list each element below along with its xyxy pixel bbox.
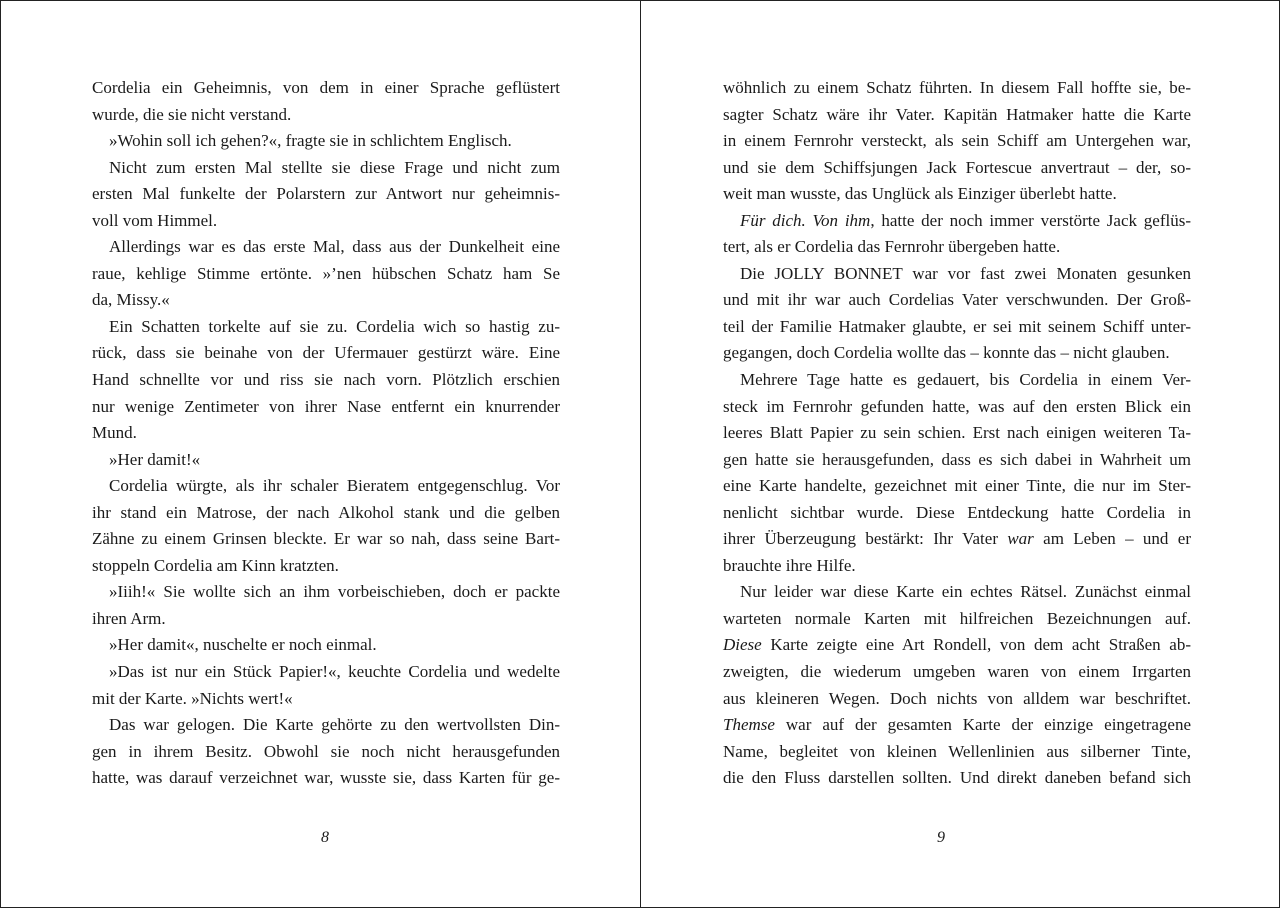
text-line: Nur leider war diese Karte ein echtes Rätsel. Zunächst einmal (740, 582, 1191, 602)
text-line (723, 208, 1191, 235)
text-line: ersten Mal funkelte der Polarstern zur Antwort nur geheimnis- (92, 184, 560, 204)
text-line: Mehrere Tage hatte es gedauert, bis Cordelia in einem Ver- (740, 370, 1191, 390)
text-line: »Iiih!« Sie wollte sich an ihm vorbeischieben, doch er packte (109, 582, 560, 602)
text-line: leeres Blatt Papier zu sein schien. Erst nach einigen weiteren Ta- (723, 423, 1191, 443)
text-span: ihrer Überzeugung bestärkt: Ihr Vater (723, 529, 1008, 549)
text-line: gen hatte sie herausgefunden, dass es sich dabei in Wahrheit um (723, 449, 1191, 469)
text-line: Nicht zum ersten Mal stellte sie diese Frage und nicht zum (109, 157, 560, 177)
text-line (723, 712, 1191, 739)
text-line: da, Missy.« (92, 290, 170, 310)
text-line: gegangen, doch Cordelia wollte das – konnte das – nicht glauben. (723, 343, 1170, 363)
text-line: Die JOLLY BONNET war vor fast zwei Monaten gesunken (740, 263, 1191, 283)
text-line: nenlicht sichtbar wurde. Diese Entdeckung hatte Cordelia in (723, 502, 1191, 522)
text-line: aus kleineren Wegen. Doch nichts von alldem war beschriftet. (723, 688, 1191, 708)
text-line: wurde, die sie nicht verstand. (92, 104, 292, 124)
text-line: die den Fluss darstellen sollten. Und direkt daneben befand sich (723, 768, 1191, 788)
text-line: Mund. (92, 423, 137, 443)
text-span: war auf der gesamten Karte der einzige eingetragene (774, 715, 1191, 735)
text-line: Cordelia würgte, als ihr schaler Bieratem entgegenschlug. Vor (109, 476, 560, 496)
italic-text: war (1007, 529, 1034, 549)
italic-text: Themse (723, 715, 775, 735)
italic-text: Für dich. Von ihm (740, 210, 871, 230)
text-line: teil der Familie Hatmaker glaubte, er sei mit seinem Schiff unter- (723, 316, 1191, 336)
text-line: »Her damit!« (109, 449, 201, 469)
text-line: sagter Schatz wäre ihr Vater. Kapitän Hatmaker hatte die Karte (723, 104, 1191, 124)
text-line: und sie dem Schiffsjungen Jack Fortescue anvertraut – der, so- (723, 157, 1191, 177)
left-page-text (92, 75, 560, 792)
page-number-right: 9 (937, 829, 945, 846)
text-line: Cordelia ein Geheimnis, von dem in einer Sprache geflüstert (92, 78, 560, 97)
text-span: am Leben – und er (1033, 529, 1191, 549)
text-line: »Her damit«, nuschelte er noch einmal. (109, 635, 377, 655)
text-line: raue, kehlige Stimme ertönte. »’nen hübschen Schatz ham Se (92, 263, 560, 283)
text-line: nur wenige Zentimeter von ihrer Nase entfernt ein knurrender (92, 396, 560, 416)
text-line: eine Karte handelte, gezeichnet mit einer Tinte, die nur im Ster- (723, 476, 1191, 496)
italic-text: Diese (723, 635, 762, 655)
text-line: gen in ihrem Besitz. Obwohl sie noch nicht herausgefunden (92, 741, 560, 761)
text-line: Zähne zu einem Grinsen bleckte. Er war so nah, dass seine Bart- (92, 529, 560, 549)
text-line: hatte, was darauf verzeichnet war, wusste sie, dass Karten für ge- (92, 768, 560, 788)
text-line: zweigten, die wiederum umgeben waren von einem Irrgarten (723, 662, 1191, 682)
text-line: und mit ihr war auch Cordelias Vater verschwunden. Der Groß- (723, 290, 1191, 310)
text-line: Hand schnellte vor und riss sie nach vorn. Plötzlich erschien (92, 370, 560, 390)
text-span: , hatte der noch immer verstörte Jack geflüs- (870, 210, 1191, 230)
text-line: brauchte ihre Hilfe. (723, 555, 856, 575)
text-line: voll vom Himmel. (92, 210, 218, 230)
text-line: weit man wusste, das Unglück als Einziger überlebt hatte. (723, 184, 1117, 204)
right-page-text (723, 75, 1191, 792)
text-line: stoppeln Cordelia am Kinn kratzten. (92, 555, 339, 575)
text-line: warteten normale Karten mit hilfreichen Bezeichnungen auf. (723, 608, 1191, 628)
page-gutter (640, 1, 641, 907)
text-line: mit der Karte. »Nichts wert!« (92, 688, 293, 708)
text-line: Ein Schatten torkelte auf sie zu. Cordelia wich so hastig zu- (109, 316, 560, 336)
text-line (723, 632, 1191, 659)
text-line: Das war gelogen. Die Karte gehörte zu den wertvollsten Din- (109, 715, 560, 735)
text-line: ihr stand ein Matrose, der nach Alkohol stank und die gelben (92, 502, 560, 522)
text-line: wöhnlich zu einem Schatz führten. In diesem Fall hoffte sie, be- (723, 78, 1191, 97)
text-line: Name, begleitet von kleinen Wellenlinien aus silberner Tinte, (723, 741, 1191, 761)
text-line: »Wohin soll ich gehen?«, fragte sie in schlichtem Englisch. (109, 131, 512, 151)
page-number-left: 8 (321, 829, 329, 846)
text-line: tert, als er Cordelia das Fernrohr übergeben hatte. (723, 237, 1061, 257)
text-line: »Das ist nur ein Stück Papier!«, keuchte Cordelia und wedelte (109, 662, 560, 682)
text-line: Allerdings war es das erste Mal, dass aus der Dunkelheit eine (109, 237, 560, 257)
text-line: steck im Fernrohr gefunden hatte, was auf den ersten Blick ein (723, 396, 1191, 416)
text-line: in einem Fernrohr versteckt, als sein Schiff am Untergehen war, (723, 131, 1191, 151)
text-line (723, 526, 1191, 553)
text-span: Karte zeigte eine Art Rondell, von dem acht Straßen ab- (761, 635, 1191, 655)
text-line: rück, dass sie beinahe von der Ufermauer gestürzt wäre. Eine (92, 343, 560, 363)
text-line: ihren Arm. (92, 608, 166, 628)
